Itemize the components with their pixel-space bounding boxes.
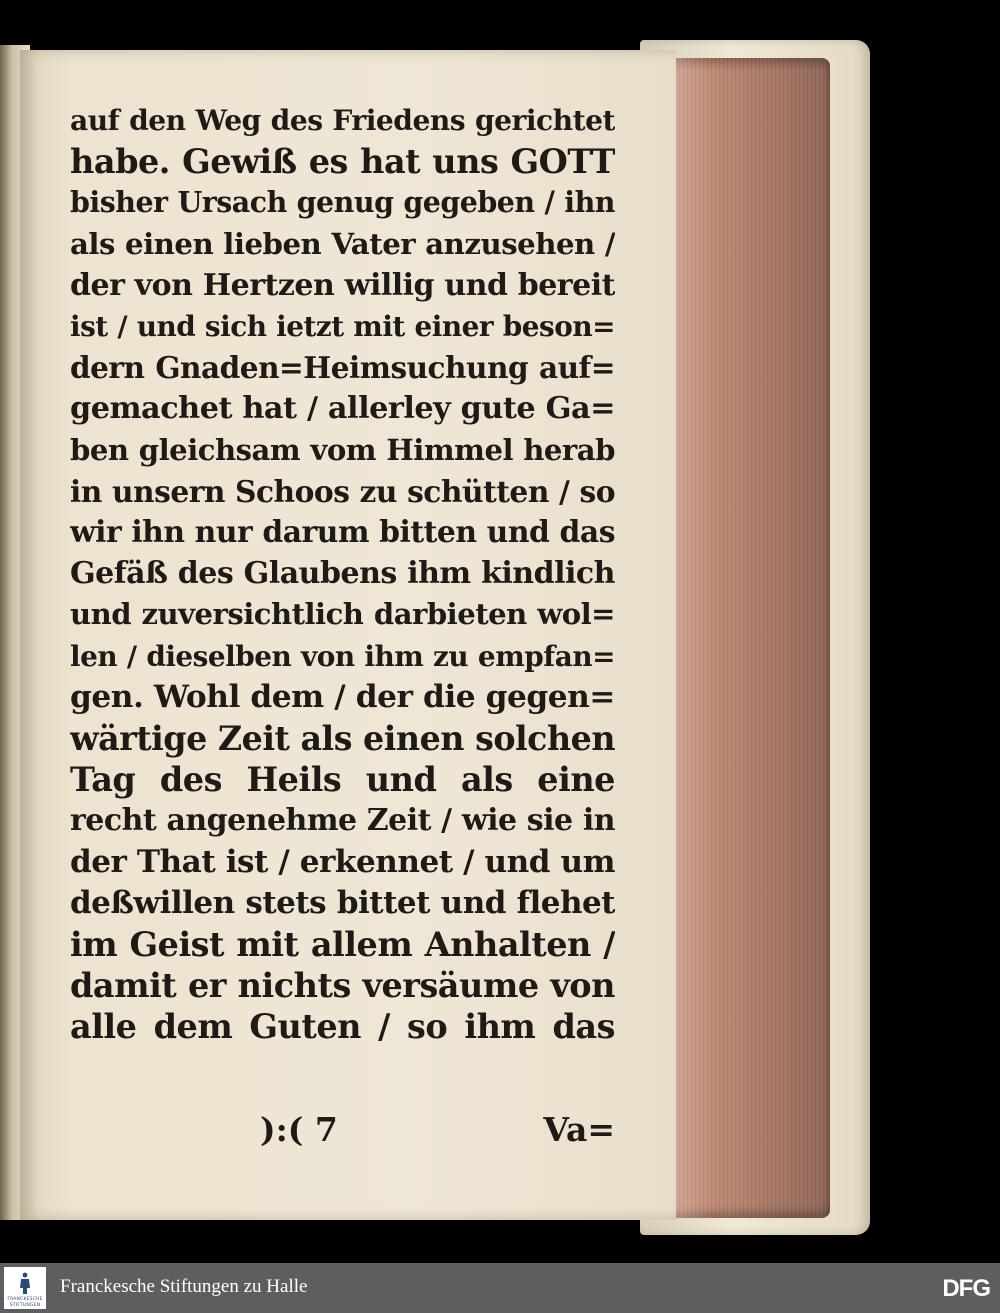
text-line: dern Gnaden=Heimsuchung auf= xyxy=(70,350,615,386)
text-line: recht angenehme Zeit / wie sie in xyxy=(70,803,615,839)
text-line: habe. Gewiß es hat uns GOTT xyxy=(70,142,615,182)
text-line: deßwillen stets bittet und flehet xyxy=(70,884,615,921)
text-line: damit er nichts versäume von xyxy=(70,966,615,1006)
catchword: Va= xyxy=(543,1110,615,1149)
text-line: wir ihn nur darum bitten und das xyxy=(70,515,615,551)
logo-text-line2: STIFTUNGEN xyxy=(9,1303,41,1308)
page-fore-edge xyxy=(662,58,830,1218)
logo-text-line1: FRANCKESCHE xyxy=(7,1297,43,1302)
text-line: in unsern Schoos zu schütten / so xyxy=(70,473,615,509)
page-footer xyxy=(70,1110,615,1152)
banner-title: Franckesche Stiftungen zu Halle xyxy=(60,1276,308,1297)
footer-banner xyxy=(0,1263,1000,1313)
text-line: gemachet hat / allerley gute Ga= xyxy=(70,391,615,427)
page-text-block xyxy=(70,100,615,1149)
text-line: Tag des Heils und als eine xyxy=(70,760,615,800)
text-line: gen. Wohl dem / der die gegen= xyxy=(70,678,615,715)
text-line: ist / und sich ietzt mit einer beson= xyxy=(70,310,615,344)
text-line: ben gleichsam vom Himmel herab xyxy=(70,432,615,467)
institution-logo xyxy=(4,1267,46,1309)
signature-mark: ):( 7 xyxy=(260,1110,338,1149)
text-line: Gefäß des Glaubens ihm kindlich xyxy=(70,556,615,592)
text-line: als einen lieben Vater anzusehen / xyxy=(70,226,615,261)
text-line: wärtige Zeit als einen solchen xyxy=(70,719,615,759)
text-line: und zuversichtlich darbieten wol= xyxy=(70,597,615,632)
text-line: der That ist / erkennet / und um xyxy=(70,843,615,880)
text-line: auf den Weg des Friedens gerichtet xyxy=(70,104,615,137)
text-line: im Geist mit allem Anhalten / xyxy=(70,925,615,965)
text-line: alle dem Guten / so ihm das xyxy=(70,1007,615,1047)
dfg-logo: DFG xyxy=(942,1275,990,1302)
text-line: len / dieselben von ihm zu empfan= xyxy=(70,639,615,673)
book-page xyxy=(20,50,676,1220)
text-line: bisher Ursach genug gegeben / ihn xyxy=(70,185,615,220)
text-line: der von Hertzen willig und bereit xyxy=(70,267,615,303)
orphan-figure-icon xyxy=(19,1272,31,1294)
